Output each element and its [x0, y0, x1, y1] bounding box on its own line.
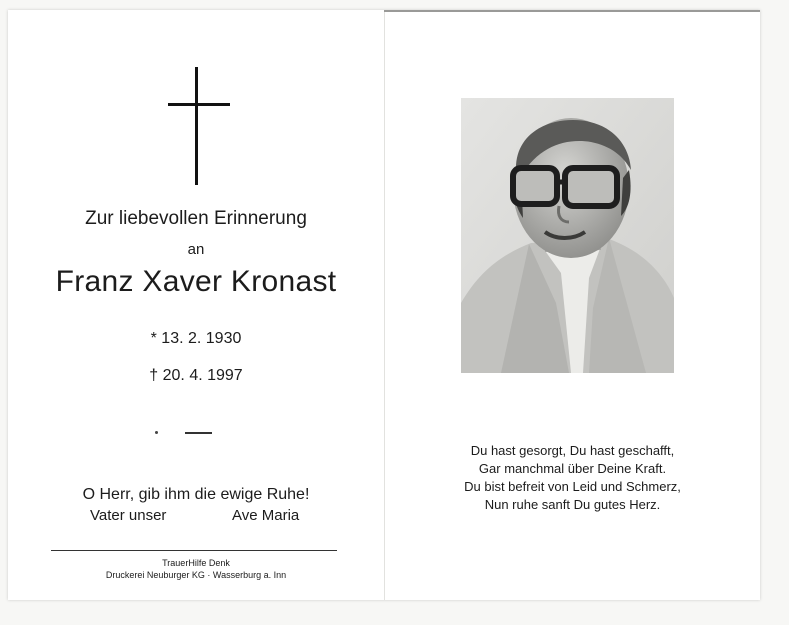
birth-date: * 13. 2. 1930	[150, 330, 242, 347]
prayer-text: O Herr, gib ihm die ewige Ruhe!	[82, 486, 310, 503]
ornament-dash	[185, 432, 212, 434]
right-panel	[385, 10, 760, 600]
printer-credit: TrauerHilfe Denk	[162, 558, 230, 568]
left-panel	[8, 10, 384, 600]
death-date: † 20. 4. 1997	[149, 367, 243, 384]
ornament-dot	[155, 431, 158, 434]
prayer-ave-maria: Ave Maria	[232, 507, 300, 524]
prayer-vater-unser: Vater unser	[90, 507, 167, 524]
printer-address: Druckerei Neuburger KG · Wasserburg a. Inn	[105, 570, 287, 580]
heading-connector: an	[187, 241, 205, 258]
poem-line-4: Nun ruhe sanft Du gutes Herz.	[484, 497, 661, 512]
poem-line-2: Gar manchmal über Deine Kraft.	[478, 461, 667, 476]
memorial-heading: Zur liebevollen Erinnerung	[85, 208, 307, 229]
deceased-name: Franz Xaver Kronast	[55, 265, 337, 298]
portrait-photo	[461, 98, 674, 373]
poem-line-1: Du hast gesorgt, Du hast geschafft,	[470, 443, 675, 458]
divider	[51, 550, 337, 551]
cross-icon	[162, 67, 232, 185]
poem-line-3: Du bist befreit von Leid und Schmerz,	[464, 479, 681, 494]
